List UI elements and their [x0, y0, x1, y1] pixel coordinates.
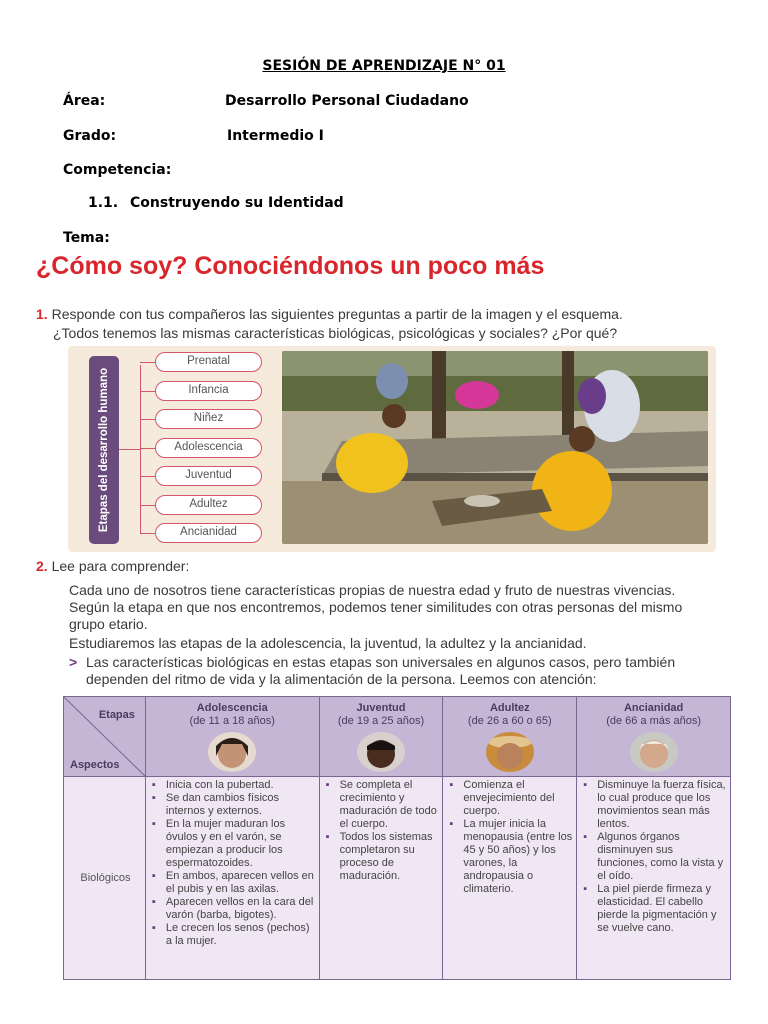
- stage-tick: [140, 533, 155, 534]
- stage-ancianidad: Ancianidad: [155, 523, 262, 543]
- list-item: ▪ Se dan cambios físicos internos y externos.: [152, 792, 315, 818]
- stage-tick: [140, 448, 155, 449]
- list-item: ▪ Comienza el envejecimiento del cuerpo.: [449, 779, 572, 818]
- list-item: ▪ Aparecen vellos en la cara del varón (barba, bigotes).: [152, 896, 315, 922]
- area-label: Área:: [63, 93, 106, 109]
- cell-adultez: [443, 777, 577, 980]
- table-corner-cell: [64, 697, 146, 777]
- question-1-line-2: ¿Todos tenemos las mismas características biológicas, psicológicas y sociales? ¿Por qué?: [53, 325, 618, 341]
- paragraph-line: Según la etapa en que nos encontremos, podemos tener similitudes con otras personas del mismo: [69, 599, 683, 615]
- stage-tick: [140, 419, 155, 420]
- adult-photo: [486, 732, 534, 772]
- lesson-title: ¿Cómo soy? Conociéndonos un poco más: [36, 252, 545, 280]
- cell-juventud: [319, 777, 443, 980]
- table-header-row: [64, 697, 731, 777]
- cell-adolescencia: [145, 777, 319, 980]
- competence-value: Construyendo su Identidad: [130, 195, 344, 211]
- column-header-ancianidad: Ancianidad (de 66 a más años): [577, 697, 731, 777]
- bullet-line: dependen del ritmo de vida y la alimentación de la persona. Leemos con atención:: [86, 671, 597, 687]
- list-item: ▪ Todos los sistemas completaron su proceso de maduración.: [326, 831, 439, 883]
- column-header-adultez: Adultez (de 26 a 60 o 65): [443, 697, 577, 777]
- stage-tick: [140, 362, 155, 363]
- grade-label: Grado:: [63, 128, 117, 144]
- question-1-number: 1.: [36, 306, 48, 322]
- question-1-line-1: Responde con tus compañeros las siguientes preguntas a partir de la imagen y el esquema.: [51, 306, 623, 322]
- list-item: ▪ Algunos órganos disminuyen sus funciones, como la vista y el oído.: [583, 831, 726, 883]
- youth-photo: [357, 732, 405, 772]
- stage-prenatal: Prenatal: [155, 352, 262, 372]
- list-item: ▪ La piel pierde firmeza y elasticidad. El cabello pierde la pigmentación y se vuelve cano.: [583, 883, 726, 935]
- question-2-number: 2.: [36, 558, 48, 574]
- question-2: [36, 557, 189, 576]
- stage-juventud: Juventud: [155, 466, 262, 486]
- stages-table: [63, 696, 731, 980]
- stage-infancia: Infancia: [155, 381, 262, 401]
- row-label-biologicos: Biológicos: [64, 777, 146, 980]
- stage-adolescencia: Adolescencia: [155, 438, 262, 458]
- column-header-adolescencia: Adolescencia (de 11 a 18 años): [145, 697, 319, 777]
- question-2-heading: Lee para comprender:: [51, 558, 190, 574]
- stage-tick: [140, 505, 155, 506]
- bullet-line: Las características biológicas en estas etapas son universales en algunos casos, pero también: [86, 654, 676, 670]
- column-header-juventud: Juventud (de 19 a 25 años): [319, 697, 443, 777]
- stage-tick: [140, 476, 155, 477]
- community-photo: [282, 351, 708, 544]
- diagram-connector: [119, 449, 140, 450]
- list-item: ▪ Disminuye la fuerza física, lo cual produce que los movimientos sean más lentos.: [583, 779, 726, 831]
- adolescent-photo: [208, 732, 256, 772]
- session-title: SESIÓN DE APRENDIZAJE N° 01: [262, 58, 506, 74]
- topic-label: Tema:: [63, 230, 110, 246]
- paragraph-line: Estudiaremos las etapas de la adolescencia, la juventud, la adultez y la ancianidad.: [69, 635, 587, 651]
- stage-ninez: Niñez: [155, 409, 262, 429]
- cell-ancianidad: [577, 777, 731, 980]
- elder-photo: [630, 732, 678, 772]
- list-item: ▪ En ambos, aparecen vellos en el pubis y en las axilas.: [152, 870, 315, 896]
- bullet-marker: >: [69, 654, 78, 670]
- grade-value: Intermedio I: [227, 128, 324, 144]
- corner-label-stages: Etapas: [98, 709, 135, 721]
- list-item: ▪ La mujer inicia la menopausia (entre los 45 y 50 años) y los varones, la andropausia o climaterio.: [449, 818, 572, 896]
- stages-diagram-side-label: Etapas del desarrollo humano: [89, 356, 119, 544]
- stage-adultez: Adultez: [155, 495, 262, 515]
- paragraph-line: Cada uno de nosotros tiene características propias de nuestra edad y fruto de nuestras vivencias.: [69, 582, 676, 598]
- list-item: ▪ Se completa el crecimiento y maduración de todo el cuerpo.: [326, 779, 439, 831]
- competence-label: Competencia:: [63, 162, 172, 178]
- corner-label-aspects: Aspectos: [70, 759, 120, 771]
- question-1: [36, 305, 623, 324]
- stage-tick: [140, 391, 155, 392]
- area-value: Desarrollo Personal Ciudadano: [225, 93, 469, 109]
- table-row-biologicos: [64, 777, 731, 980]
- paragraph-line: grupo etario.: [69, 616, 148, 632]
- list-item: ▪ En la mujer maduran los óvulos y en el varón, se empiezan a producir los espermatozoides.: [152, 818, 315, 870]
- list-item: ▪ Le crecen los senos (pechos) a la mujer.: [152, 922, 315, 948]
- list-item: ▪ Inicia con la pubertad.: [152, 779, 315, 792]
- competence-number: 1.1.: [88, 195, 119, 211]
